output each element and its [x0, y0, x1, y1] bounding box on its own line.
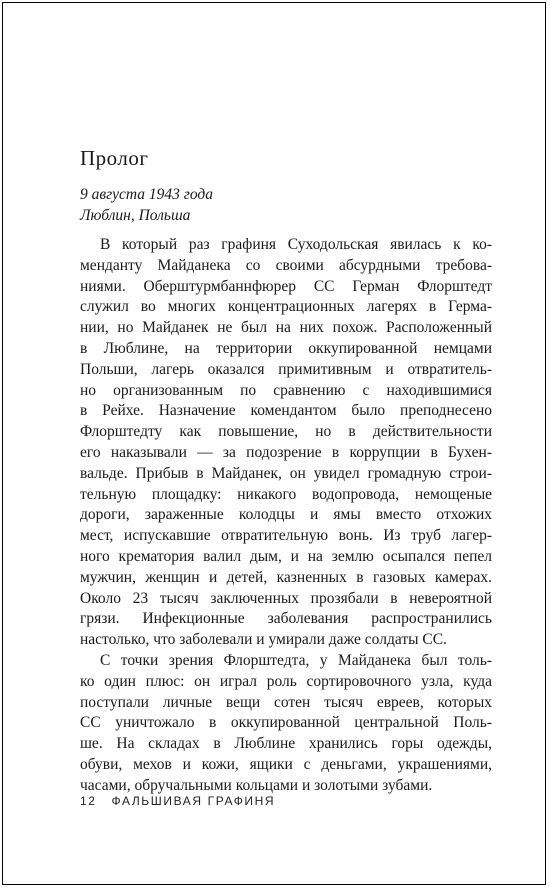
- chapter-title: Пролог: [80, 146, 149, 170]
- text-line: грязи. Инфекционные заболевания распространились: [80, 610, 492, 628]
- text-line: тельную площадку: никакого водопровода, немощеные: [80, 485, 492, 503]
- text-line: Флорштедту как повышение, но в действительности: [80, 423, 492, 441]
- text-line: часами, обручальными кольцами и золотыми зубами.: [80, 776, 433, 794]
- text-line: мест, испускавшие отвратительную вонь. Из труб лагер-: [80, 527, 492, 545]
- text-line: в Люблине, на территории оккупированной немцами: [80, 339, 492, 357]
- text-line: его наказывали — за подозрение в коррупции в Бухен-: [80, 443, 492, 461]
- text-line: поступали личные вещи сотен тысяч евреев, которых: [80, 693, 492, 711]
- text-line: ниями. Оберштурмбаннфюрер СС Герман Флорштедт: [80, 277, 492, 295]
- text-line: Польши, лагерь оказался примитивным и отвратитель-: [80, 360, 492, 378]
- running-footer: [80, 794, 275, 808]
- text-line: ко один плюс: он играл роль сортировочного узла, куда: [80, 672, 492, 690]
- text-line: нии, но Майданек не был на них похож. Расположенный: [80, 319, 492, 337]
- body-text: [80, 235, 492, 797]
- chapter-dateline: [80, 184, 213, 226]
- text-line: служил во многих концентрационных лагерях в Герма-: [80, 298, 492, 316]
- text-line: обуви, мехов и кожи, ящики с деньгами, украшениями,: [80, 755, 492, 773]
- text-line: но организованным по сравнению с находившимися: [80, 381, 492, 399]
- text-line: настолько, что заболевали и умирали даже солдаты СС.: [80, 631, 447, 649]
- chapter-date: 9 августа 1943 года: [80, 186, 213, 203]
- text-line: в Рейхе. Назначение комендантом было преподнесено: [80, 402, 492, 420]
- book-title: ФАЛЬШИВАЯ ГРАФИНЯ: [111, 794, 276, 808]
- text-line: мужчин, женщин и детей, казненных в газовых камерах.: [80, 568, 492, 586]
- text-line: СС уничтожало в оккупированной центральной Поль-: [80, 714, 492, 732]
- paragraph: [80, 651, 492, 797]
- text-line: ше. На складах в Люблине хранились горы одежды,: [80, 735, 492, 753]
- text-line: менданту Майданека со своими абсурдными требова-: [80, 256, 492, 274]
- text-line: В который раз графиня Суходольская явилась к ко-: [100, 236, 492, 253]
- page-number: 12: [80, 794, 97, 808]
- text-line: С точки зрения Флорштедта, у Майданека был толь-: [100, 651, 492, 669]
- chapter-place: Люблин, Польша: [80, 207, 191, 224]
- text-line: вальде. Прибыв в Майданек, он увидел громадную строи-: [80, 464, 492, 482]
- paragraph: [80, 235, 492, 651]
- text-line: дороги, зараженные колодцы и ямы вместо отхожих: [80, 506, 492, 524]
- text-line: ного крематория валил дым, и на землю осыпался пепел: [80, 547, 492, 565]
- text-line: Около 23 тысяч заключенных прозябали в невероятной: [80, 589, 492, 607]
